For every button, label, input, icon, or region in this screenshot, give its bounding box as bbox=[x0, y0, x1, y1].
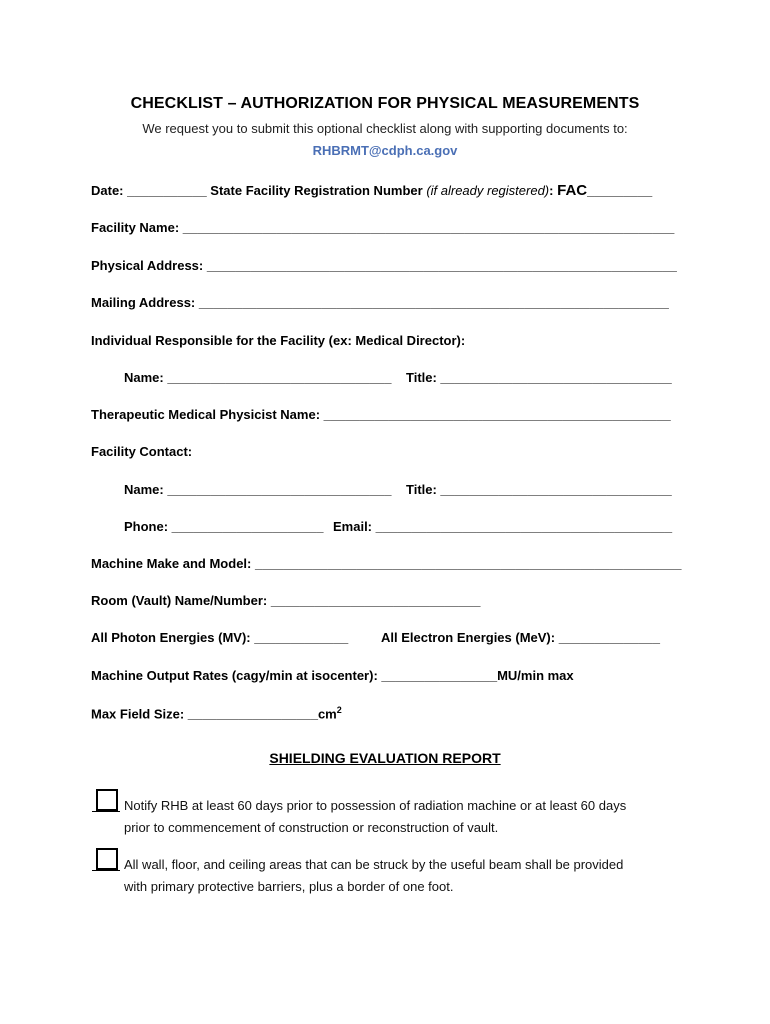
contact-name-field[interactable]: Name: _______________________________ bbox=[124, 482, 392, 497]
date-field[interactable]: ___________ bbox=[127, 183, 207, 198]
shielding-heading: SHIELDING EVALUATION REPORT bbox=[269, 750, 501, 766]
registration-label: State Facility Registration Number bbox=[210, 183, 423, 198]
squared-superscript: 2 bbox=[336, 705, 342, 715]
checkbox[interactable] bbox=[96, 848, 118, 870]
individual-name-field[interactable]: Name: _______________________________ bbox=[124, 370, 392, 385]
checkbox-underline bbox=[92, 811, 120, 812]
checklist-item-line: prior to commencement of construction or reconstruction of vault. bbox=[124, 820, 499, 835]
fac-number-field[interactable]: _________ bbox=[587, 183, 653, 198]
facility-contact-heading: Facility Contact: bbox=[91, 444, 193, 459]
page-subtitle: We request you to submit this optional checklist along with supporting documents to: bbox=[142, 121, 628, 136]
max-field-size-field[interactable]: Max Field Size: __________________cm bbox=[91, 706, 337, 722]
facility-name-field[interactable]: Facility Name: ____________________________________________________________________ bbox=[91, 220, 675, 235]
checklist-item-line: Notify RHB at least 60 days prior to possession of radiation machine or at least 60 days bbox=[124, 798, 627, 813]
page-title: CHECKLIST – AUTHORIZATION FOR PHYSICAL MEASUREMENTS bbox=[130, 95, 640, 112]
contact-title-field[interactable]: Title: ________________________________ bbox=[406, 482, 672, 497]
physical-address-field[interactable]: Physical Address: _________________________________________________________________ bbox=[91, 258, 677, 273]
checkbox[interactable] bbox=[96, 789, 118, 811]
checklist-item-text bbox=[124, 795, 684, 839]
photon-energies-field[interactable]: All Photon Energies (MV): _____________ bbox=[91, 630, 349, 645]
checklist-item-text bbox=[124, 854, 684, 898]
fac-prefix: FAC bbox=[557, 182, 588, 199]
room-vault-field[interactable]: Room (Vault) Name/Number: _____________________________ bbox=[91, 593, 481, 608]
checklist-item-line: with primary protective barriers, plus a border of one foot. bbox=[124, 879, 454, 894]
output-rates-field[interactable]: Machine Output Rates (cagy/min at isocenter): ________________MU/min max bbox=[91, 668, 574, 683]
checklist-item-line: All wall, floor, and ceiling areas that can be struck by the useful beam shall be provided bbox=[124, 857, 624, 872]
contact-email-field[interactable]: Email: _________________________________________ bbox=[333, 519, 673, 534]
individual-responsible-heading: Individual Responsible for the Facility (ex: Medical Director): bbox=[91, 333, 466, 348]
machine-make-model-field[interactable]: Machine Make and Model: ___________________________________________________________ bbox=[91, 556, 682, 571]
date-label: Date: bbox=[91, 183, 124, 198]
registration-colon: : bbox=[549, 183, 554, 198]
electron-energies-field[interactable]: All Electron Energies (MeV): ______________ bbox=[381, 630, 660, 645]
checkbox-underline bbox=[92, 870, 120, 871]
physicist-name-field[interactable]: Therapeutic Medical Physicist Name: ________________________________________________ bbox=[91, 407, 671, 422]
submission-email[interactable]: RHBRMT@cdph.ca.gov bbox=[312, 143, 458, 158]
max-field-size-row[interactable] bbox=[91, 705, 342, 721]
mailing-address-field[interactable]: Mailing Address: _________________________________________________________________ bbox=[91, 295, 669, 310]
contact-phone-field[interactable]: Phone: _____________________ bbox=[124, 519, 324, 534]
registration-note: (if already registered) bbox=[426, 183, 550, 198]
date-registration-row bbox=[91, 182, 652, 199]
individual-title-field[interactable]: Title: ________________________________ bbox=[406, 370, 672, 385]
